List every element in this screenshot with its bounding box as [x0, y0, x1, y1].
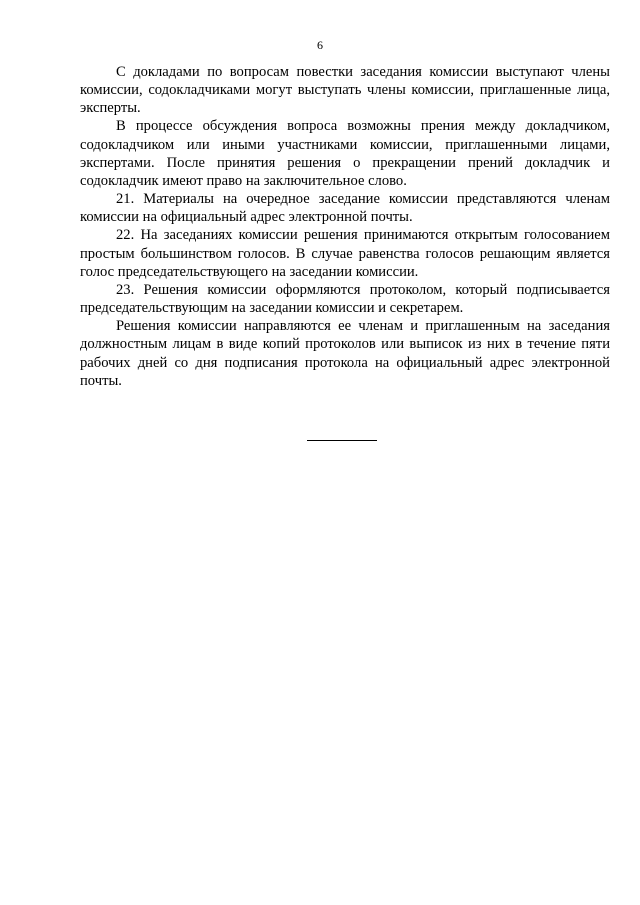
- paragraph-item-21: 21. Материалы на очередное заседание комиссии представляются членам комиссии на официальный адрес электронной почты.: [80, 191, 610, 226]
- document-body: [80, 63, 610, 390]
- end-of-document-divider: [307, 440, 377, 441]
- paragraph-distribution: Решения комиссии направляются ее членам и приглашенным на заседания должностным лицам в виде копий протоколов или выписок из них в течение пяти рабочих дней со дня подписания протокола на официальный адрес электронной почты.: [80, 318, 610, 389]
- paragraph-speakers: С докладами по вопросам повестки заседания комиссии выступают члены комиссии, содокладчиками могут выступать члены комиссии, приглашенные лица, эксперты.: [80, 64, 610, 117]
- paragraph-item-23: 23. Решения комиссии оформляются протоколом, который подписывается председательствующим на заседании комиссии и секретарем.: [80, 281, 610, 317]
- paragraph-item-22: 22. На заседаниях комиссии решения принимаются открытым голосованием простым большинством голосов. В случае равенства голосов решающим является голос председательствующего на заседании комиссии.: [80, 227, 610, 280]
- page-number: 6: [317, 38, 323, 52]
- paragraph-debate: В процессе обсуждения вопроса возможны прения между докладчиком, содокладчиком или иными участниками комиссии, приглашенными лицами, экспертами. После принятия решения о прекращении прений докладчик и содокладчик имеют право на заключительное слово.: [80, 118, 610, 189]
